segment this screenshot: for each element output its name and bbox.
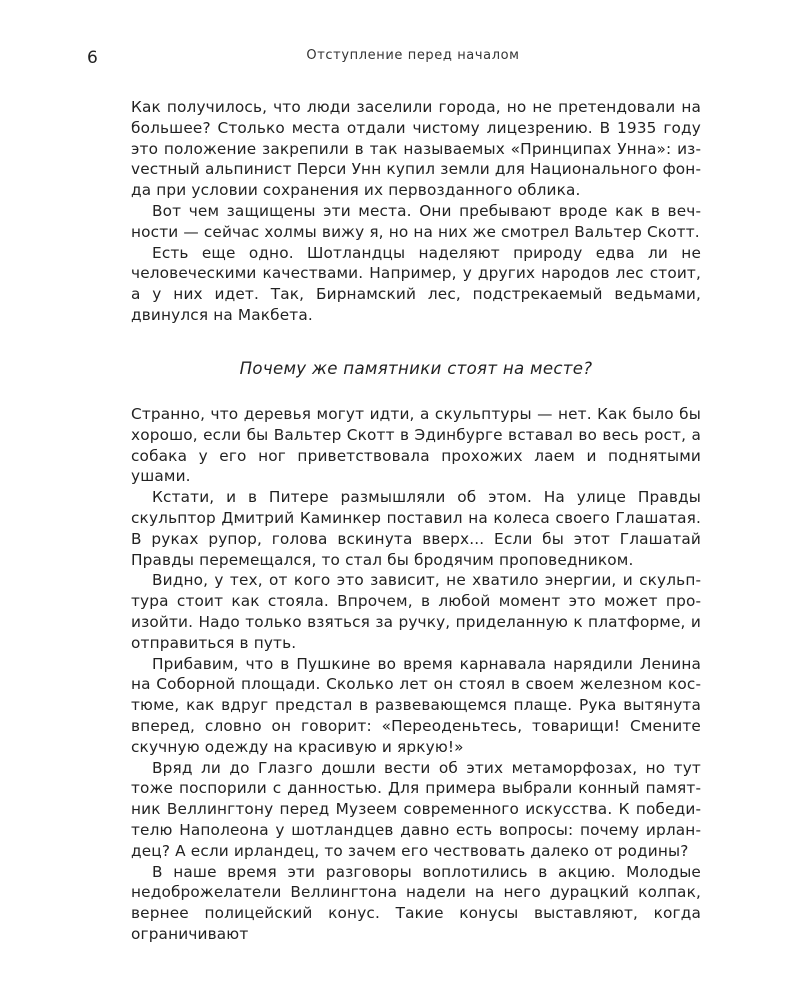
paragraph: Странно, что деревья могут идти, а скульптуры — нет. Как было бы хорошо, если бы Вальтер Скотт в Эдинбурге вставал во весь рост, а собака у его ног приветствовала прохожих лаем и поднятыми ушами. [131, 405, 701, 486]
paragraph: Прибавим, что в Пушкине во время карнавала нарядили Ленина на Соборной площади. Сколько лет он стоял в своем железном костюме, как вдруг предстал в развевающемся плаще. Рука вытянута вперед, словно он говорит: «Переоденьтесь, товарищи! Смените скучную одежду на красивую и яркую!» [131, 654, 701, 756]
paragraph: Вряд ли до Глазго дошли вести об этих метаморфозах, но тут тоже поспорили с данностью. Для примера выбрали конный памятник Веллингтону перед Музеем современного искусства. К победителю Наполеона у шотландцев давно есть вопросы: почему ирландец? А если ирландец, то зачем его чествовать далеко от родины? [131, 758, 701, 860]
paragraph: Вот чем защищены эти места. Они пребывают вроде как в вечности — сейчас холмы вижу я, но на них же смотрел Вальтер Скотт. [131, 201, 701, 241]
page-number: 6 [87, 48, 98, 68]
text-block-monuments [131, 404, 701, 945]
section-subheading: Почему же памятники стоят на месте? [239, 359, 593, 378]
paragraph: Кстати, и в Питере размышляли об этом. На улице Правды скульптор Дмитрий Каминкер поставил на колеса своего Глашатая. В руках рупор, голова вскинута вверх... Если бы этот Глашатай Правды перемещался, то стал бы бродячим проповедником. [131, 488, 701, 569]
text-block-intro [131, 97, 701, 326]
paragraph: Видно, у тех, от кого это зависит, не хватило энергии, и скульптура стоит как стояла. Впрочем, в любой момент это может произойти. Надо только взяться за ручку, приделанную к платформе, и отправиться в путь. [131, 571, 701, 652]
paragraph: В наше время эти разговоры воплотились в акцию. Молодые недоброжелатели Веллингтона надели на него дурацкий колпак, вернее полицейский конус. Такие конусы выставляют, когда ограничивают [131, 862, 701, 943]
paragraph: Есть еще одно. Шотландцы наделяют природу едва ли не человеческими качествами. Например, у других народов лес стоит, а у них идет. Так, Бирнамский лес, подстрекаемый ведьмами, двинулся на Макбета. [131, 243, 701, 324]
running-head-title: Отступление перед началом [306, 48, 520, 63]
paragraph: Как получилось, что люди заселили города, но не претендовали на большее? Столько места отдали чистому лицезрению. В 1935 году это положение закрепили в так называемых «Принципах Унна»: изvестный альпинист Перси Унн купил земли для Национального фонда при условии сохранения их первозданного облика. [131, 98, 701, 200]
